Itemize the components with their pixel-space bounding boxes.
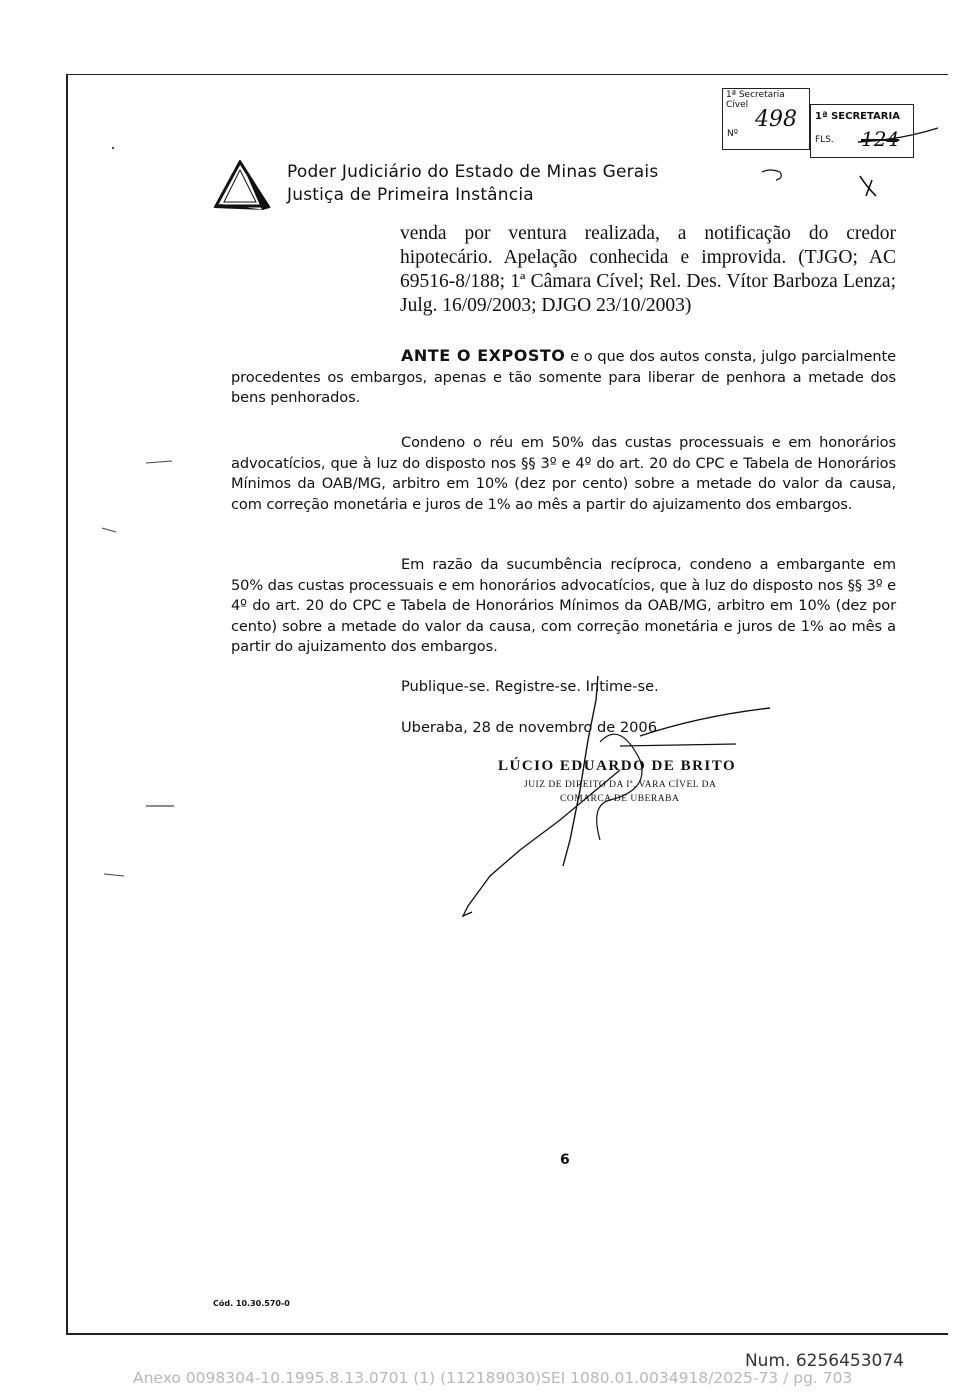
stamp-sheet-number: 498 [755, 107, 797, 132]
header-instance: Justiça de Primeira Instância [287, 185, 534, 205]
signer-title-line1: JUIZ DE DIREITO DA Iª. VARA CÍVEL DA [524, 780, 717, 790]
document-number: Num. 6256453074 [744, 1351, 904, 1371]
stamp2-label: 1ª SECRETARIA [815, 111, 900, 122]
paragraph-sucumbencia [231, 555, 896, 658]
paragraph-1-text: e o que dos autos consta, julgo parcialmente procedentes os embargos, apenas e tão somente para liberar de penhora a metade dos bens penhorados. [231, 348, 896, 406]
stamp-secretaria-label: 1ª Secretaria Cível [726, 90, 785, 110]
paragraph-2-text: Condeno o réu em 50% das custas processuais e em honorários advocatícios, que à luz do disposto nos §§ 3º e 4º do art. 20 do CPC e Tabela de Honorários Mínimos da OAB/MG, arbitro em 10% (dez por cento) sobre a metade do valor da causa, com correção monetária e juros de 1% ao mês a partir do ajuizamento dos embargos. [231, 434, 896, 513]
stamp-fls-number: 124 [861, 127, 900, 151]
jurisprudence-quote: venda por ventura realizada, a notificação do credor hipotecário. Apelação conhecida e improvida. (TJGO; AC 69516-8/188; 1ª Câmara Cível; Rel. Des. Vítor Barboza Lenza; Julg. 16/09/2003; DJGO 23/10/2003) [400, 223, 896, 316]
footer-sei-reference: SEI 1080.01.0034918/2025-73 / pg. 703 [541, 1369, 853, 1387]
place-date: Uberaba, 28 de novembro de 2006 [401, 719, 657, 736]
ante-exposto-heading: ANTE O EXPOSTO [401, 346, 566, 365]
tjmg-triangle-logo-icon [212, 160, 272, 212]
publique-line: Publique-se. Registre-se. Intime-se. [401, 678, 659, 695]
signer-name: LÚCIO EDUARDO DE BRITO [498, 758, 737, 774]
form-code: Cód. 10.30.570-0 [213, 1299, 290, 1308]
header-court-name: Poder Judiciário do Estado de Minas Gerais [287, 162, 659, 182]
paragraph-3-text: Em razão da sucumbência recíproca, condeno a embargante em 50% das custas processuais e em honorários advocatícios, que à luz do disposto nos §§ 3º e 4º do art. 20 do CPC e Tabela de Honorários Mínimos da OAB/MG, arbitro em 10% (dez por cento) sobre a metade do valor da causa, com correção monetária e juros de 1% ao mês a partir do ajuizamento dos embargos. [231, 556, 896, 655]
fls-stamp [810, 104, 914, 158]
page-number: 6 [560, 1152, 570, 1168]
secretaria-stamp [722, 88, 810, 150]
paragraph-condeno-reu [231, 433, 896, 515]
footer-anexo-reference: Anexo 0098304-10.1995.8.13.0701 (1) (112189030) [133, 1369, 541, 1387]
stamp-no-label: Nº [727, 129, 738, 139]
stamp-fls-label: FLS. [815, 135, 834, 145]
paragraph-ante-exposto [231, 346, 896, 409]
signer-title-line2: COMARCA DE UBERABA [560, 794, 680, 804]
